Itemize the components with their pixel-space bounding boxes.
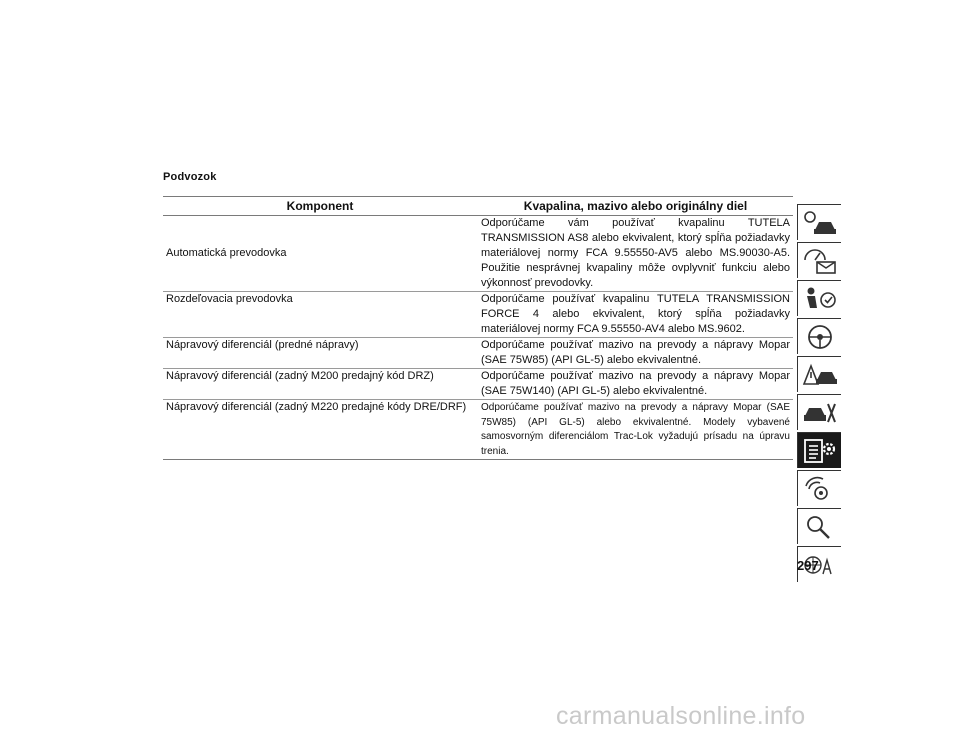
tab-dashboard[interactable] <box>797 242 841 278</box>
table-row <box>163 369 793 400</box>
component-cell: Nápravový diferenciál (predné nápravy) <box>166 339 359 351</box>
tab-safety[interactable] <box>797 280 841 316</box>
table-row <box>163 216 793 292</box>
watermark: carmanualsonline.info <box>556 702 806 730</box>
table-header-row <box>163 197 793 216</box>
car-service-icon <box>801 398 839 428</box>
fluid-cell: Odporúčame používať kvapalinu TUTELA TRANSMISSION FORCE 4 alebo ekvivalent, ktorý spĺňa požiadavky materiálovej normy FCA 9.55550-AV4 alebo MS.9602. <box>481 293 790 335</box>
fluid-cell: Odporúčame používať mazivo na prevody a nápravy Mopar (SAE 75W85) (API GL-5) alebo ekvivalentné. <box>481 339 790 366</box>
page-number: 297 <box>797 558 819 573</box>
tab-emergency[interactable] <box>797 356 841 392</box>
tab-car-info[interactable] <box>797 204 841 240</box>
component-cell: Nápravový diferenciál (zadný M200 predajný kód DRZ) <box>166 370 434 382</box>
fluid-cell: Odporúčame používať mazivo na prevody a nápravy Mopar (SAE 75W140) (API GL-5) alebo ekvivalentné. <box>481 370 790 397</box>
spec-table <box>163 196 793 460</box>
table-row <box>163 400 793 459</box>
search-index-icon <box>801 512 839 542</box>
tab-index[interactable] <box>797 508 841 544</box>
table-row <box>163 338 793 369</box>
person-safety-icon <box>801 284 839 314</box>
tab-driving[interactable] <box>797 318 841 354</box>
table-row <box>163 292 793 338</box>
tab-service[interactable] <box>797 394 841 430</box>
header-component: Komponent <box>286 199 354 213</box>
multimedia-icon <box>801 474 839 504</box>
car-emergency-icon <box>801 360 839 390</box>
car-info-icon <box>801 208 839 238</box>
steering-wheel-icon <box>801 322 839 352</box>
fluid-cell: Odporúčame používať mazivo na prevody a nápravy Mopar (SAE 75W85) (API GL-5) alebo ekvivalentné. Modely vybavené samosvorným diferenciálom Trac-Lok vyžadujú prísadu na úpravu trenia. <box>481 402 790 457</box>
section-title: Podvozok <box>163 171 217 183</box>
component-cell: Rozdeľovacia prevodovka <box>166 293 293 305</box>
specifications-icon <box>801 436 839 466</box>
tab-multimedia[interactable] <box>797 470 841 506</box>
tab-specifications[interactable] <box>797 432 841 468</box>
component-cell: Nápravový diferenciál (zadný M220 predajné kódy DRE/DRF) <box>166 401 467 413</box>
component-cell: Automatická prevodovka <box>166 247 287 259</box>
fluid-cell: Odporúčame vám používať kvapalinu TUTELA TRANSMISSION AS8 alebo ekvivalent, ktorý spĺňa požiadavky materiálovej normy FCA 9.55550-AV5 alebo MS.90030-A5. Použitie nesprávnej kvapaliny môže ovplyvniť funkciu alebo výkonnosť prevodovky. <box>481 217 790 289</box>
dashboard-icon <box>801 246 839 276</box>
header-fluid: Kvapalina, mazivo alebo originálny diel <box>523 199 748 213</box>
